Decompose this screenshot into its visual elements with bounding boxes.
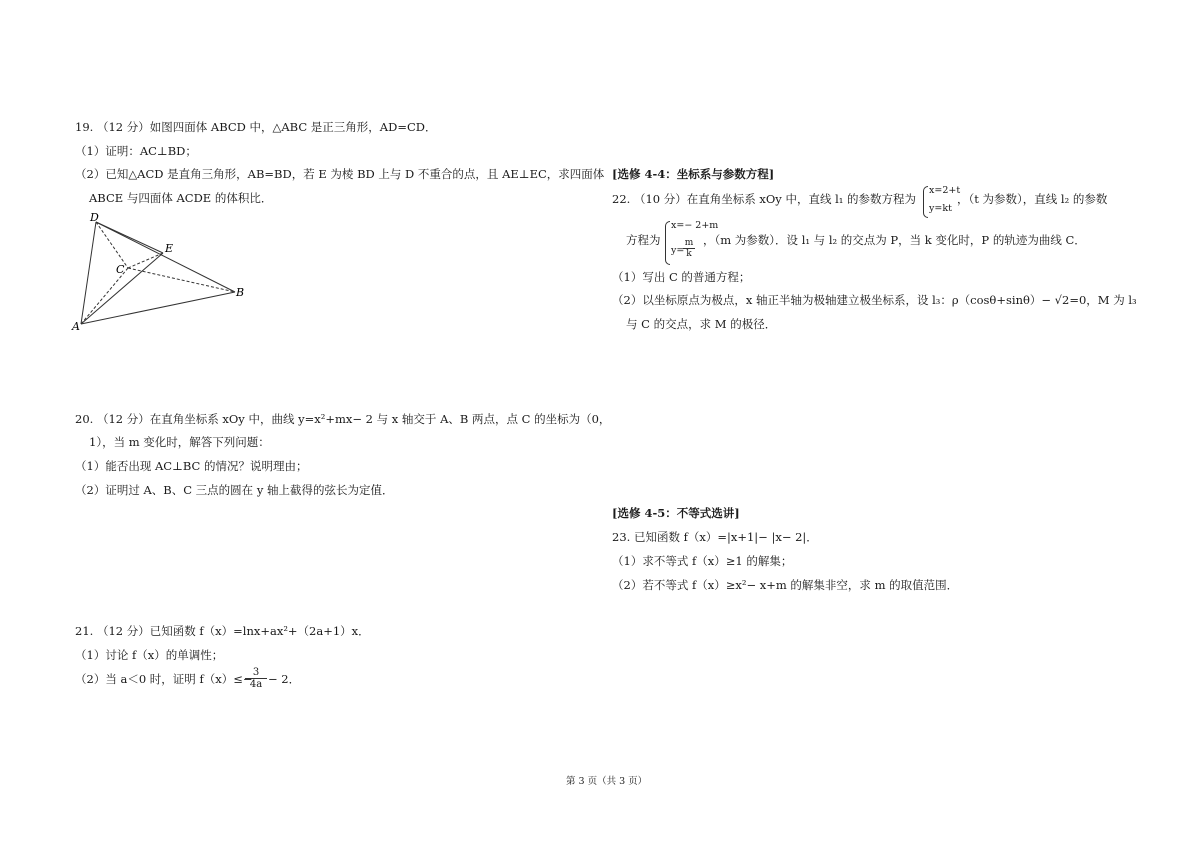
q21-stem: 21. （12 分）已知函数 f（x）=lnx+ax²+（2a+1）x． <box>75 624 370 638</box>
system1-top: x=2+t <box>929 185 961 196</box>
page-footer: 第 3 页（共 3 页） <box>566 776 648 787</box>
q19-part2-line1: （2）已知△ACD 是直角三角形，AB=BD，若 E 为棱 BD 上与 D 不重合的点，且 AE⊥EC，求四面体 <box>75 167 605 181</box>
q22-stem-line1-end: ，（t 为参数），直线 l₂ 的参数 <box>957 192 1108 206</box>
q20-stem-line2: 1），当 m 变化时，解答下列问题： <box>89 435 270 449</box>
section-header-4-5: [选修 4-5：不等式选讲] <box>612 506 740 520</box>
label-E: E <box>165 242 174 255</box>
q22-part1: （1）写出 C 的普通方程； <box>612 270 751 284</box>
system2-frac-den: k <box>683 248 695 259</box>
system1-brace <box>923 186 928 218</box>
system2-bottom-pre: y= <box>671 245 685 256</box>
label-A: A <box>72 320 80 333</box>
label-D: D <box>90 211 99 224</box>
label-C: C <box>116 263 125 276</box>
q23-part2: （2）若不等式 f（x）≥x²− x+m 的解集非空，求 m 的取值范围． <box>612 578 959 592</box>
label-B: B <box>236 286 245 299</box>
q21-frac-den: 4a <box>245 678 267 690</box>
q19-part2-line2: ABCE 与四面体 ACDE 的体积比． <box>89 191 273 205</box>
q21-part2-post: − 2． <box>268 672 301 686</box>
q22-stem-line2: ，（m 为参数）．设 l₁ 与 l₂ 的交点为 P，当 k 变化时，P 的轨迹为曲线 C． <box>703 233 1086 247</box>
q21-frac-num: 3 <box>252 667 260 678</box>
q22-part2-line2: 与 C 的交点，求 M 的极径． <box>626 317 777 331</box>
tetrahedron-figure <box>70 208 250 333</box>
system2-top: x=− 2+m <box>671 220 719 231</box>
q22-stem-line2-pre: 方程为 <box>626 233 661 247</box>
q21-fraction <box>245 667 267 690</box>
system2-brace <box>665 221 670 265</box>
q22-part2-line1: （2）以坐标原点为极点，x 轴正半轴为极轴建立极坐标系，设 l₃：ρ（cosθ+sinθ）− √2=0，M 为 l₃ <box>612 293 1137 307</box>
q19-stem: 19. （12 分）如图四面体 ABCD 中，△ABC 是正三角形，AD=CD． <box>75 120 437 134</box>
q20-stem-line1: 20. （12 分）在直角坐标系 xOy 中，曲线 y=x²+mx− 2 与 x 轴交于 A、B 两点，点 C 的坐标为（0， <box>75 412 611 426</box>
q23-part1: （1）求不等式 f（x）≥1 的解集； <box>612 554 793 568</box>
q20-part2: （2）证明过 A、B、C 三点的圆在 y 轴上截得的弦长为定值． <box>75 483 394 497</box>
q21-part2-pre: （2）当 a＜0 时，证明 f（x）≤− <box>75 672 253 686</box>
section-header-4-4: [选修 4-4：坐标系与参数方程] <box>612 167 775 181</box>
q20-part1: （1）能否出现 AC⊥BC 的情况？说明理由； <box>75 459 308 473</box>
system1-bottom: y=kt <box>929 203 952 214</box>
q19-part1: （1）证明：AC⊥BD； <box>75 144 197 158</box>
system2-frac-num: m <box>684 238 694 248</box>
q23-stem: 23. 已知函数 f（x）=|x+1|− |x− 2|． <box>612 530 818 544</box>
system2-fraction <box>683 238 695 259</box>
q21-part1: （1）讨论 f（x）的单调性； <box>75 648 224 662</box>
q22-stem-line1: 22. （10 分）在直角坐标系 xOy 中，直线 l₁ 的参数方程为 <box>612 192 917 206</box>
